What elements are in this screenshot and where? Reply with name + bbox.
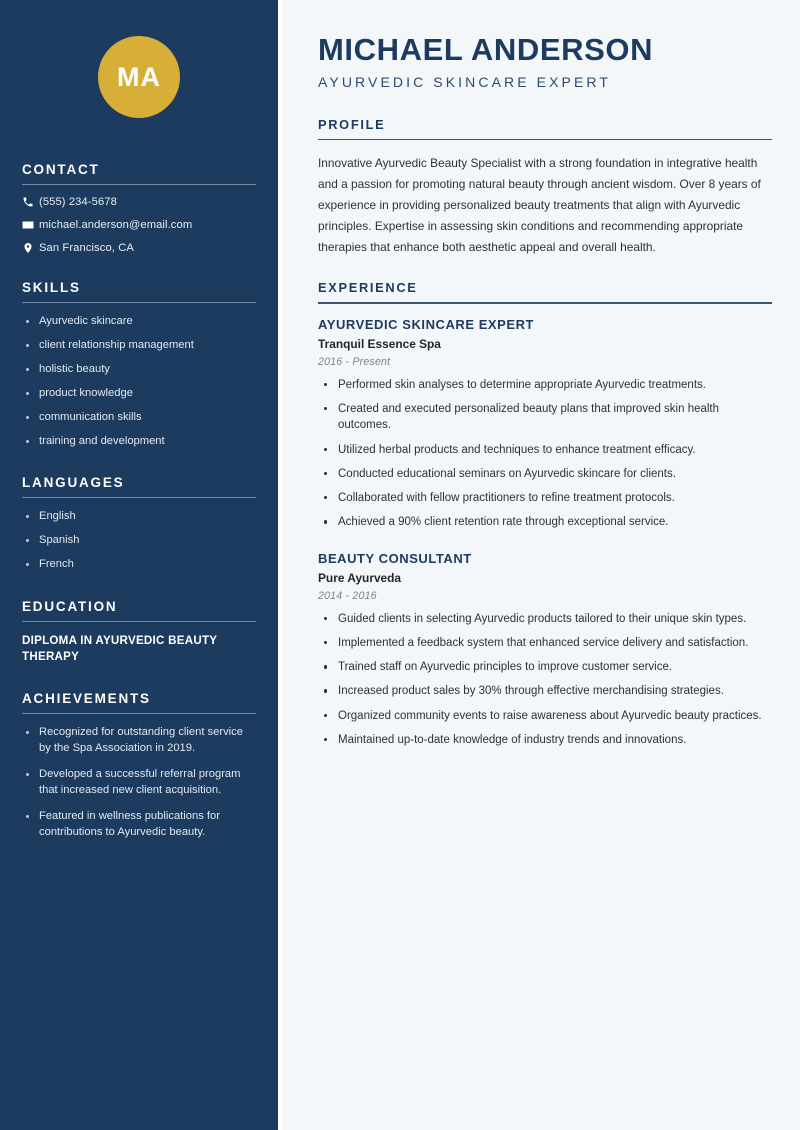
list-item: Spanish: [22, 533, 256, 548]
job-role-subtitle: AYURVEDIC SKINCARE EXPERT: [318, 73, 612, 90]
contact-list: [22, 196, 256, 254]
list-item: Ayurvedic skincare: [22, 314, 256, 329]
experience-entry: [318, 317, 772, 531]
skills-heading: SKILLS: [22, 280, 81, 295]
list-item: Achieved a 90% client retention rate through exceptional service.: [318, 514, 772, 531]
education-degree: DIPLOMA IN AYURVEDIC BEAUTY THERAPY: [22, 633, 218, 664]
page-title: MICHAEL ANDERSON: [318, 32, 654, 67]
list-item: Maintained up-to-date knowledge of industry trends and innovations.: [318, 732, 772, 749]
profile-divider: [318, 139, 772, 140]
achievements-heading: ACHIEVEMENTS: [22, 691, 151, 707]
avatar: [98, 36, 180, 118]
languages-list: [22, 509, 256, 572]
list-item: Guided clients in selecting Ayurvedic products tailored to their unique skin types.: [318, 611, 772, 628]
sidebar-section-contact: [22, 162, 256, 254]
profile-text: Innovative Ayurvedic Beauty Specialist with a strong foundation in integrative health and a passion for promoting natural beauty through ancient wisdom. Over 8 years of experience in providing personalized beauty treatments that align with Ayurvedic principles. Expertise in assessing skin conditions and recommending appropriate therapies that enhance both aesthetic appeal and overall health.: [318, 155, 761, 255]
list-item: Created and executed personalized beauty plans that improved skin health outcomes.: [318, 401, 772, 434]
skills-divider: [22, 302, 256, 303]
experience-entry: [318, 551, 772, 749]
job-title: BEAUTY CONSULTANT: [318, 550, 472, 566]
list-item: Collaborated with fellow practitioners to refine treatment protocols.: [318, 490, 772, 507]
job-bullet-list: [318, 611, 772, 749]
skills-list: [22, 314, 256, 449]
envelope-icon: [22, 219, 39, 231]
job-company: Pure Ayurveda: [318, 570, 402, 585]
contact-heading: CONTACT: [22, 162, 100, 177]
list-item: Conducted educational seminars on Ayurvedic skincare for clients.: [318, 466, 772, 483]
list-item: holistic beauty: [22, 362, 256, 377]
avatar-initials: MA: [117, 61, 161, 92]
contact-email-value: michael.anderson@email.com: [39, 219, 193, 231]
list-item: English: [22, 509, 256, 524]
languages-divider: [22, 497, 256, 498]
job-title: AYURVEDIC SKINCARE EXPERT: [318, 316, 535, 332]
job-dates: 2014 - 2016: [318, 589, 377, 602]
languages-heading: LANGUAGES: [22, 475, 125, 491]
sidebar-section-achievements: [22, 691, 256, 840]
education-divider: [22, 621, 256, 622]
list-item: Increased product sales by 30% through effective merchandising strategies.: [318, 683, 772, 700]
list-item: product knowledge: [22, 386, 256, 401]
main-section-profile: [318, 117, 772, 259]
sidebar-section-languages: [22, 475, 256, 572]
sidebar-section-education: [22, 599, 256, 666]
map-pin-icon: [22, 242, 39, 254]
contact-item-phone[interactable]: [22, 196, 256, 208]
list-item: client relationship management: [22, 338, 256, 353]
main-section-experience: [318, 280, 772, 748]
contact-divider: [22, 184, 256, 185]
job-dates: 2016 - Present: [318, 355, 391, 368]
sidebar: [0, 0, 278, 1130]
list-item: training and development: [22, 434, 256, 449]
list-item: communication skills: [22, 410, 256, 425]
list-item: Developed a successful referral program that increased new client acquisition.: [22, 767, 256, 799]
contact-item-location[interactable]: [22, 242, 256, 254]
profile-heading: PROFILE: [318, 116, 386, 132]
achievements-list: [22, 725, 256, 840]
list-item: Organized community events to raise awareness about Ayurvedic beauty practices.: [318, 708, 772, 725]
list-item: Performed skin analyses to determine appropriate Ayurvedic treatments.: [318, 377, 772, 394]
education-heading: EDUCATION: [22, 598, 118, 614]
list-item: Utilized herbal products and techniques to enhance treatment efficacy.: [318, 442, 772, 459]
list-item: Featured in wellness publications for contributions to Ayurvedic beauty.: [22, 809, 256, 841]
contact-phone-value: (555) 234-5678: [39, 196, 117, 208]
achievements-divider: [22, 713, 256, 714]
list-item: Trained staff on Ayurvedic principles to improve customer service.: [318, 659, 772, 676]
sidebar-section-skills: [22, 280, 256, 449]
main-content: [282, 0, 800, 1130]
experience-divider: [318, 302, 772, 303]
phone-icon: [22, 196, 39, 208]
list-item: Recognized for outstanding client service by the Spa Association in 2019.: [22, 725, 256, 757]
contact-item-email[interactable]: [22, 219, 256, 231]
avatar-wrapper: [22, 36, 256, 118]
experience-heading: EXPERIENCE: [318, 280, 418, 296]
job-company: Tranquil Essence Spa: [318, 336, 441, 351]
list-item: Implemented a feedback system that enhanced service delivery and satisfaction.: [318, 635, 772, 652]
job-bullet-list: [318, 377, 772, 531]
list-item: French: [22, 557, 256, 572]
contact-location-value: San Francisco, CA: [39, 242, 134, 254]
